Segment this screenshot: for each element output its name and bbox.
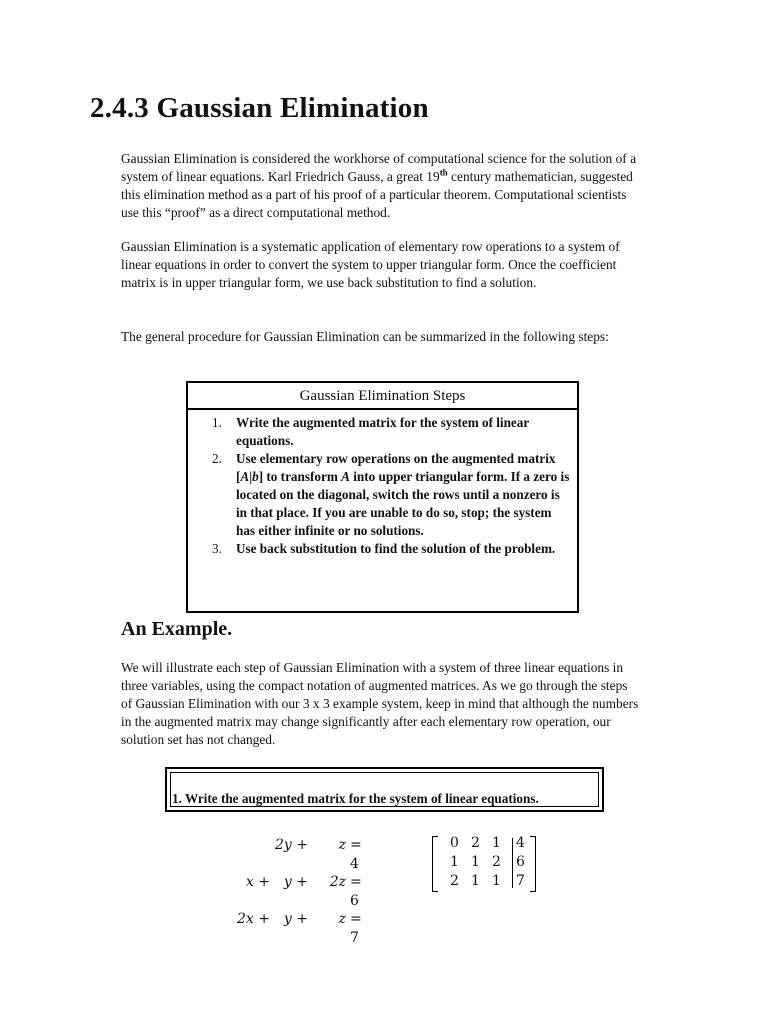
right-bracket [530, 836, 536, 892]
left-bracket [432, 836, 438, 892]
procedure-paragraph: The general procedure for Gaussian Elimination can be summarized in the following steps: [121, 329, 609, 344]
steps-title: Gaussian Elimination Steps [188, 383, 577, 410]
step-text: Use back substitution to find the solution of the problem. [236, 541, 556, 556]
matrix-row [444, 873, 507, 889]
step1-label: 1. Write the augmented matrix for the system of linear equations. [172, 791, 539, 806]
equation-term [230, 836, 270, 873]
step-text: ] to transform [258, 469, 342, 484]
augment-separator [512, 838, 513, 888]
step-text: into upper triangular form. If a zero is located on the diagonal, switch the rows until a nonzero is in that place. If you are unable to do so, stop; the system has either infinite or no solutions. [236, 469, 570, 538]
equation-rhs: = 6 [350, 874, 362, 909]
intro-paragraph [121, 150, 641, 222]
matrix-cell: 1 [471, 854, 480, 870]
step-number: 3. [212, 541, 222, 556]
step-item-3 [212, 540, 573, 558]
method-paragraph: Gaussian Elimination is a systematic application of elementary row operations to a system of linear equations in order to convert the system to upper triangular form. Once the coefficient matrix is in upper triangular form, we use back substitution to find a solution. [121, 239, 620, 290]
matrix-cell: 0 [450, 835, 459, 851]
equation-rhs: = 7 [350, 911, 362, 946]
equation-row [230, 873, 372, 910]
step1-box [165, 767, 604, 812]
matrix-cell: 1 [450, 854, 459, 870]
matrix-cell: 1 [492, 873, 501, 889]
equation-row [230, 836, 372, 873]
step-number: 2. [212, 451, 222, 466]
intro-text-a: Gaussian Elimination is considered the workhorse of computational science for the solution of a system of linear equations. Karl Friedrich Gauss, a great 19 [121, 151, 637, 184]
equation-term: x + [245, 874, 270, 890]
example-heading: An Example. [121, 618, 233, 640]
equation-term: 2y + [275, 837, 308, 853]
matrix-cell: 2 [492, 854, 501, 870]
equation-term: 2x + [237, 911, 270, 927]
step-number: 1. [212, 415, 222, 430]
matrix-cell: 1 [492, 835, 501, 851]
intro-text-b: century mathematician, suggested this elimination method as a part of his proof of a particular theorem. Computational scientists use this “proof” as a direct computational method. [121, 169, 633, 220]
matrix-cell: 1 [471, 873, 480, 889]
equation-term: 2z [329, 874, 346, 890]
bar-symbol: | [249, 469, 253, 484]
equation-rhs: = 4 [350, 837, 362, 872]
matrix-row [444, 854, 507, 870]
augmented-cell: 7 [516, 873, 525, 889]
steps-list [188, 410, 577, 558]
equation-system [230, 836, 372, 947]
matrix-symbol: A [341, 469, 350, 484]
step-text: Write the augmented matrix for the system of linear equations. [236, 415, 529, 448]
steps-box [186, 381, 579, 613]
equation-row [230, 910, 372, 947]
matrix-symbol: A [240, 469, 250, 484]
example-paragraph: We will illustrate each step of Gaussian Elimination with a system of three linear equations in three variables, using the compact notation of augmented matrices. As we go through the steps of Gaussian Elimination with our 3 x 3 example system, keep in mind that although the numbers in the augmented matrix may change significantly after each elementary row operation, our solution set has not changed. [121, 660, 639, 747]
equation-term: y + [283, 911, 308, 927]
matrix-cell: 2 [450, 873, 459, 889]
augmented-cell: 6 [516, 854, 525, 870]
step-text: Use elementary row operations on the augmented matrix [ [236, 451, 556, 484]
matrix-row [444, 835, 507, 851]
page-title: 2.4.3 Gaussian Elimination [90, 92, 429, 124]
vector-symbol: b [252, 469, 259, 484]
augmented-matrix [432, 834, 536, 892]
augmented-cell: 4 [516, 835, 525, 851]
step-item-2 [212, 450, 573, 540]
matrix-cell: 2 [471, 835, 480, 851]
equation-term: y + [283, 874, 308, 890]
step-item-1 [212, 414, 573, 450]
ordinal-superscript: th [439, 167, 448, 178]
equation-term: z [338, 911, 346, 927]
equation-term: z [338, 837, 346, 853]
